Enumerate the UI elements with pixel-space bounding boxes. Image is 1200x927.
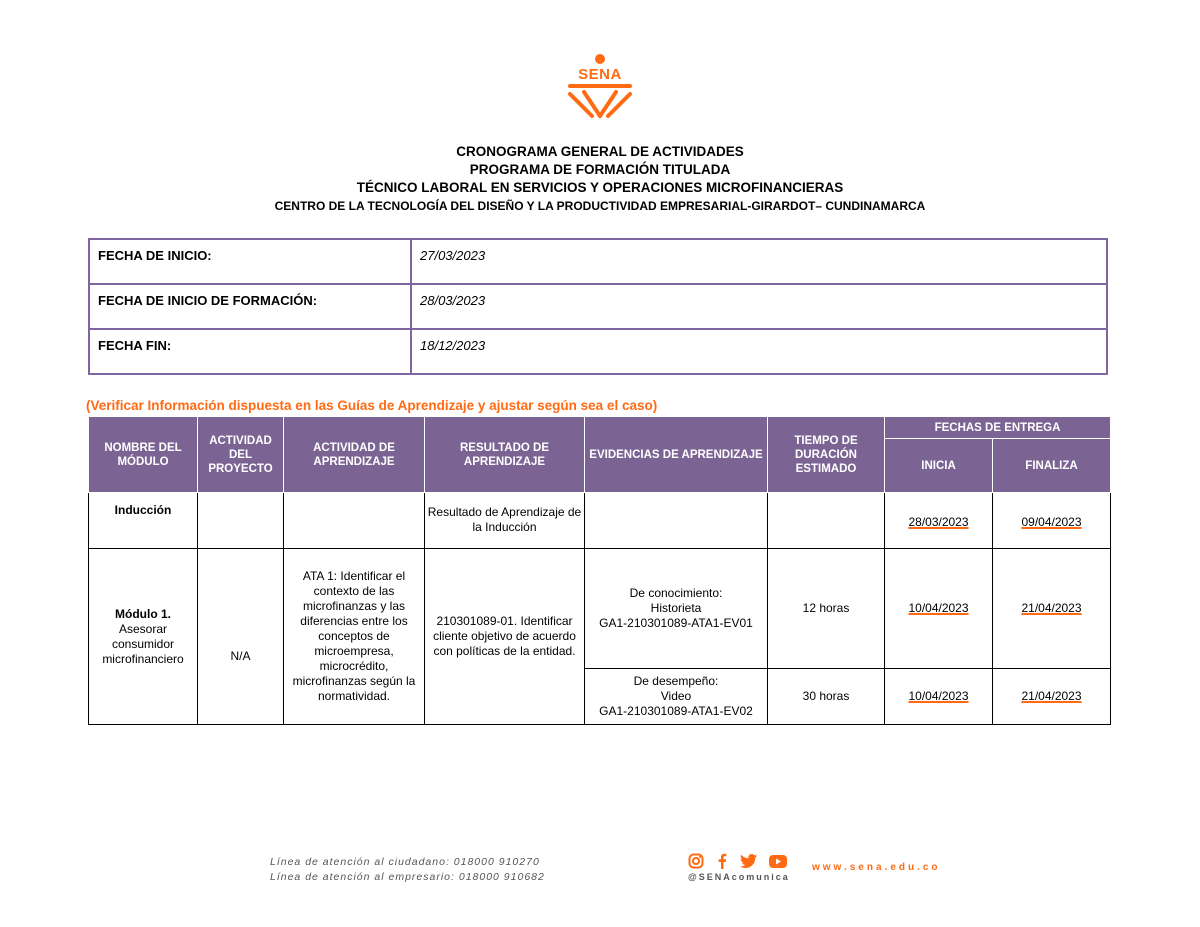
cell-empty bbox=[284, 493, 425, 549]
table-row bbox=[89, 493, 1111, 549]
dates-table bbox=[88, 238, 1108, 375]
logo-text: SENA bbox=[578, 66, 622, 83]
title-line-2: PROGRAMA DE FORMACIÓN TITULADA bbox=[469, 162, 731, 177]
info-label: FECHA DE INICIO: bbox=[89, 239, 411, 284]
table-row bbox=[89, 549, 1111, 669]
info-row-start bbox=[89, 239, 1107, 284]
evidencia-tipo: De desempeño: bbox=[633, 674, 719, 688]
footer-contact bbox=[270, 855, 545, 885]
cell-tiempo: 12 horas bbox=[768, 549, 885, 669]
header-actividad-proyecto: ACTIVIDAD DEL PROYECTO bbox=[198, 417, 284, 493]
modulo-desc: Asesorar consumidor microfinanciero bbox=[102, 621, 184, 666]
cell-empty bbox=[768, 493, 885, 549]
evidencia-nombre: Video bbox=[660, 689, 692, 703]
facebook-icon[interactable] bbox=[716, 853, 728, 869]
cell-resultado: 210301089-01. Identificar cliente objetivo de acuerdo con políticas de la entidad. bbox=[425, 549, 585, 725]
header-inicia: INICIA bbox=[885, 439, 993, 493]
footer-line-citizen: Línea de atención al ciudadano: 018000 910270 bbox=[270, 856, 540, 868]
cell-resultado: Resultado de Aprendizaje de la Inducción bbox=[425, 493, 585, 549]
header-modulo: NOMBRE DEL MÓDULO bbox=[89, 417, 198, 493]
info-value: 28/03/2023 bbox=[411, 284, 1107, 329]
header-finaliza: FINALIZA bbox=[993, 439, 1111, 493]
cell-finaliza: 21/04/2023 bbox=[993, 669, 1111, 725]
cell-empty bbox=[585, 493, 768, 549]
youtube-icon[interactable] bbox=[769, 855, 787, 868]
footer-social bbox=[688, 853, 798, 882]
info-value: 18/12/2023 bbox=[411, 329, 1107, 374]
info-label: FECHA FIN: bbox=[89, 329, 411, 374]
info-row-training-start bbox=[89, 284, 1107, 329]
info-row-end bbox=[89, 329, 1107, 374]
cell-evidencia bbox=[585, 549, 768, 669]
verify-note: (Verificar Información dispuesta en las Guías de Aprendizaje y ajustar según sea el caso) bbox=[86, 398, 658, 413]
cell-inicia: 10/04/2023 bbox=[885, 549, 993, 669]
footer-handle: @SENAcomunica bbox=[688, 872, 790, 882]
header-actividad-aprendizaje: ACTIVIDAD DE APRENDIZAJE bbox=[284, 417, 425, 493]
title-line-3: TÉCNICO LABORAL EN SERVICIOS Y OPERACIONES MICROFINANCIERAS bbox=[356, 180, 844, 195]
cell-inicia: 10/04/2023 bbox=[885, 669, 993, 725]
schedule-table bbox=[88, 416, 1111, 725]
header-tiempo: TIEMPO DE DURACIÓN ESTIMADO bbox=[768, 417, 885, 493]
evidencia-codigo: GA1-210301089-ATA1-EV02 bbox=[599, 704, 753, 718]
twitter-icon[interactable] bbox=[740, 854, 757, 868]
cell-actividad-aprendizaje: ATA 1: Identificar el contexto de las microfinanzas y las diferencias entre los conceptos de microempresa, microcrédito, microfinanzas según la normatividad. bbox=[284, 549, 425, 725]
title-line-4: CENTRO DE LA TECNOLOGÍA DEL DISEÑO Y LA PRODUCTIVIDAD EMPRESARIAL-GIRARDOT– CUNDINAMARCA bbox=[274, 199, 926, 213]
document-header bbox=[0, 143, 1200, 215]
info-label: FECHA DE INICIO DE FORMACIÓN: bbox=[89, 284, 411, 329]
cell-finaliza: 21/04/2023 bbox=[993, 549, 1111, 669]
cell-modulo bbox=[89, 549, 198, 725]
footer-website[interactable]: www.sena.edu.co bbox=[812, 862, 941, 873]
header-fechas: FECHAS DE ENTREGA bbox=[885, 417, 1111, 439]
header-resultado: RESULTADO DE APRENDIZAJE bbox=[425, 417, 585, 493]
footer-line-business: Línea de atención al empresario: 018000 910682 bbox=[270, 871, 545, 883]
info-value: 27/03/2023 bbox=[411, 239, 1107, 284]
instagram-icon[interactable] bbox=[688, 853, 704, 869]
evidencia-nombre: Historieta bbox=[650, 601, 702, 615]
cell-finaliza: 09/04/2023 bbox=[993, 493, 1111, 549]
cell-inicia: 28/03/2023 bbox=[885, 493, 993, 549]
evidencia-codigo: GA1-210301089-ATA1-EV01 bbox=[599, 616, 753, 630]
modulo-title: Módulo 1. bbox=[115, 606, 171, 621]
cell-empty bbox=[198, 493, 284, 549]
evidencia-tipo: De conocimiento: bbox=[629, 586, 723, 600]
header-evidencias: EVIDENCIAS DE APRENDIZAJE bbox=[585, 417, 768, 493]
cell-actividad-proyecto: N/A bbox=[198, 549, 284, 725]
cell-tiempo: 30 horas bbox=[768, 669, 885, 725]
title-line-1: CRONOGRAMA GENERAL DE ACTIVIDADES bbox=[456, 144, 744, 159]
sena-logo bbox=[564, 52, 636, 120]
cell-evidencia bbox=[585, 669, 768, 725]
cell-modulo: Inducción bbox=[89, 493, 198, 549]
